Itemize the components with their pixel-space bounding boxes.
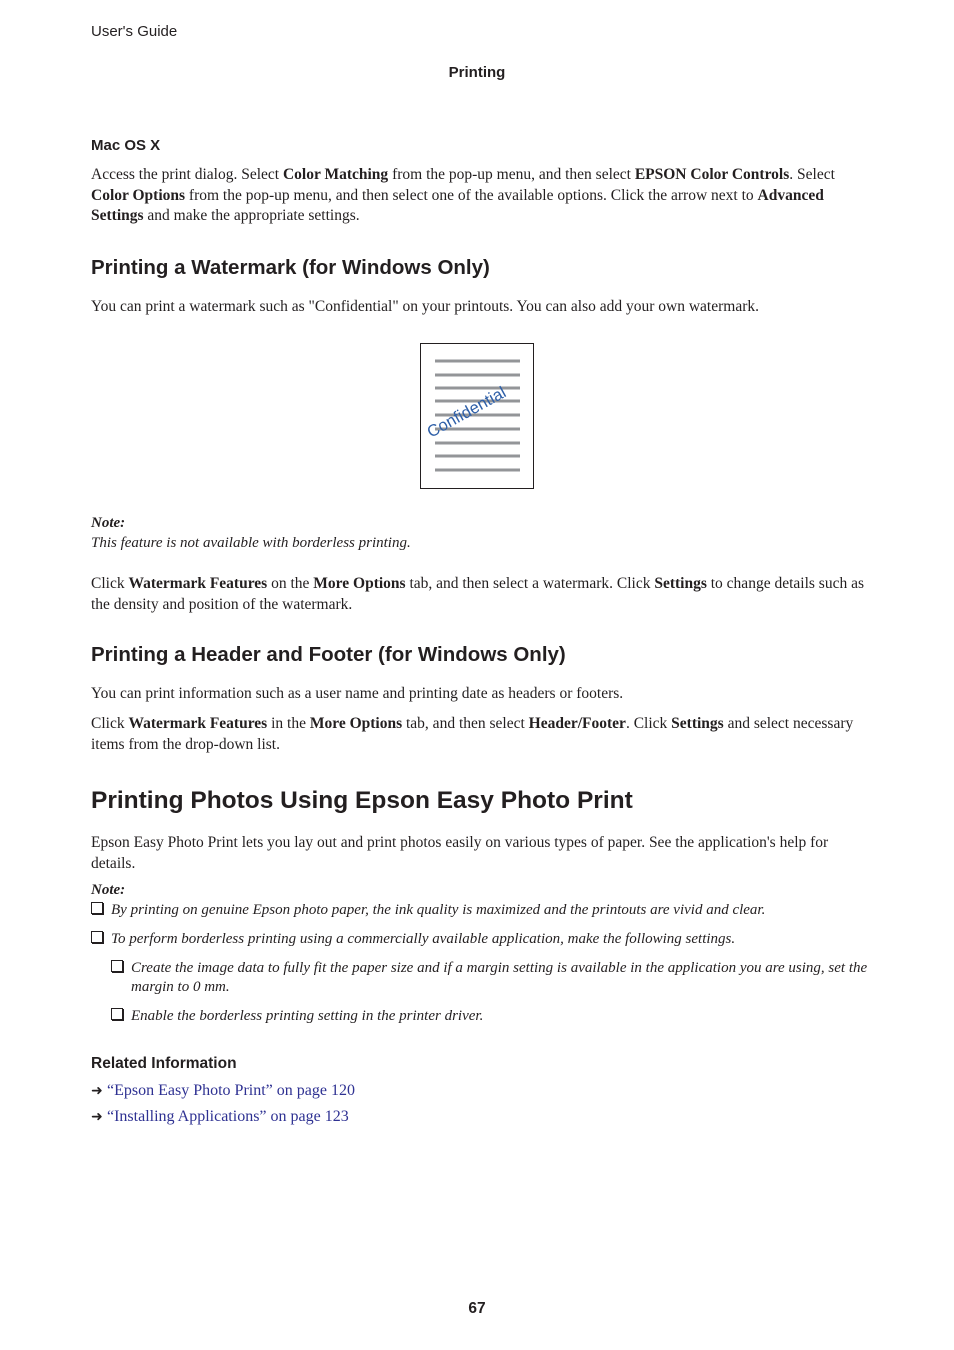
watermark-intro: You can print a watermark such as "Confidential" on your printouts. You can also add your own watermark.	[91, 298, 759, 315]
mac-os-x-paragraph: Access the print dialog. Select Color Matching from the pop-up menu, and then select EPSON Color Controls. Select Color Options from the pop-up menu, and then select one of the available options. Click the arrow next to Advanced Settings and make the appropriate settings.	[91, 166, 835, 224]
photo-note-sub-bullet-text: Enable the borderless printing setting in the printer driver.	[131, 1008, 484, 1024]
bold-term: Settings	[654, 575, 707, 592]
header-footer-heading: Printing a Header and Footer (for Windows Only)	[91, 643, 566, 666]
watermark-illustration	[420, 343, 534, 489]
bold-term: Watermark Features	[128, 575, 268, 592]
easy-photo-print-intro: Epson Easy Photo Print lets you lay out and print photos easily on various types of paper. See the application's help for details.	[91, 834, 829, 872]
related-link-row	[91, 1082, 355, 1100]
watermark-page-graphic	[421, 344, 533, 488]
related-information-heading: Related Information	[91, 1055, 237, 1072]
photo-note-bullet-text: To perform borderless printing using a commercially available application, make the following settings.	[111, 931, 736, 947]
bold-term: EPSON Color Controls	[634, 166, 790, 183]
watermark-note-label: Note:	[91, 515, 126, 531]
related-link-row	[91, 1108, 349, 1126]
header-footer-instructions: Click Watermark Features in the More Options tab, and then select Header/Footer. Click Settings and select necessary items from the drop-down list.	[91, 715, 854, 753]
photo-note-sub-bullet-text: Create the image data to fully fit the paper size and if a margin setting is available in the application you are using, set the margin to 0 mm.	[131, 960, 868, 995]
checkbox-bullet-icon	[111, 960, 123, 972]
watermark-heading: Printing a Watermark (for Windows Only)	[91, 256, 490, 279]
easy-photo-print-heading: Printing Photos Using Epson Easy Photo Print	[91, 787, 633, 814]
bold-term: Watermark Features	[128, 715, 268, 732]
bold-term: Color Options	[91, 186, 186, 204]
photo-note-label: Note:	[91, 882, 126, 898]
photo-note-sub-bullet	[111, 959, 871, 995]
watermark-note-text: This feature is not available with borderless printing.	[91, 535, 411, 551]
arrow-right-icon: ➜	[91, 1110, 103, 1125]
watermark-confidential-text: Confidential	[424, 383, 510, 442]
photo-note-bullet	[91, 930, 871, 949]
header-footer-intro: You can print information such as a user name and printing date as headers or footers.	[91, 685, 624, 702]
mac-os-x-heading: Mac OS X	[91, 137, 161, 154]
bold-term: More Options	[309, 715, 403, 732]
checkbox-bullet-icon	[91, 902, 103, 914]
related-link-easy-photo-print[interactable]: “Epson Easy Photo Print” on page 120	[107, 1082, 355, 1099]
photo-note-sub-bullet	[111, 1007, 871, 1026]
bold-term: Settings	[671, 715, 724, 732]
photo-note-bullet-text: By printing on genuine Epson photo paper, the ink quality is maximized and the printouts are vivid and clear.	[111, 902, 766, 918]
bold-term: Advanced Settings	[91, 186, 824, 224]
bold-term: More Options	[313, 575, 406, 592]
related-link-installing-applications[interactable]: “Installing Applications” on page 123	[107, 1108, 349, 1125]
page-number: 67	[468, 1300, 486, 1317]
watermark-instructions: Click Watermark Features on the More Options tab, and then select a watermark. Click Settings to change details such as the density and position of the watermark.	[91, 575, 864, 613]
arrow-right-icon: ➜	[91, 1084, 103, 1099]
bold-term: Header/Footer	[528, 715, 626, 732]
bold-term: Color Matching	[282, 166, 389, 183]
running-header-title: User's Guide	[91, 23, 178, 40]
checkbox-bullet-icon	[91, 931, 103, 943]
running-header-section: Printing	[448, 64, 506, 81]
photo-note-bullet	[91, 901, 871, 920]
checkbox-bullet-icon	[111, 1008, 123, 1020]
